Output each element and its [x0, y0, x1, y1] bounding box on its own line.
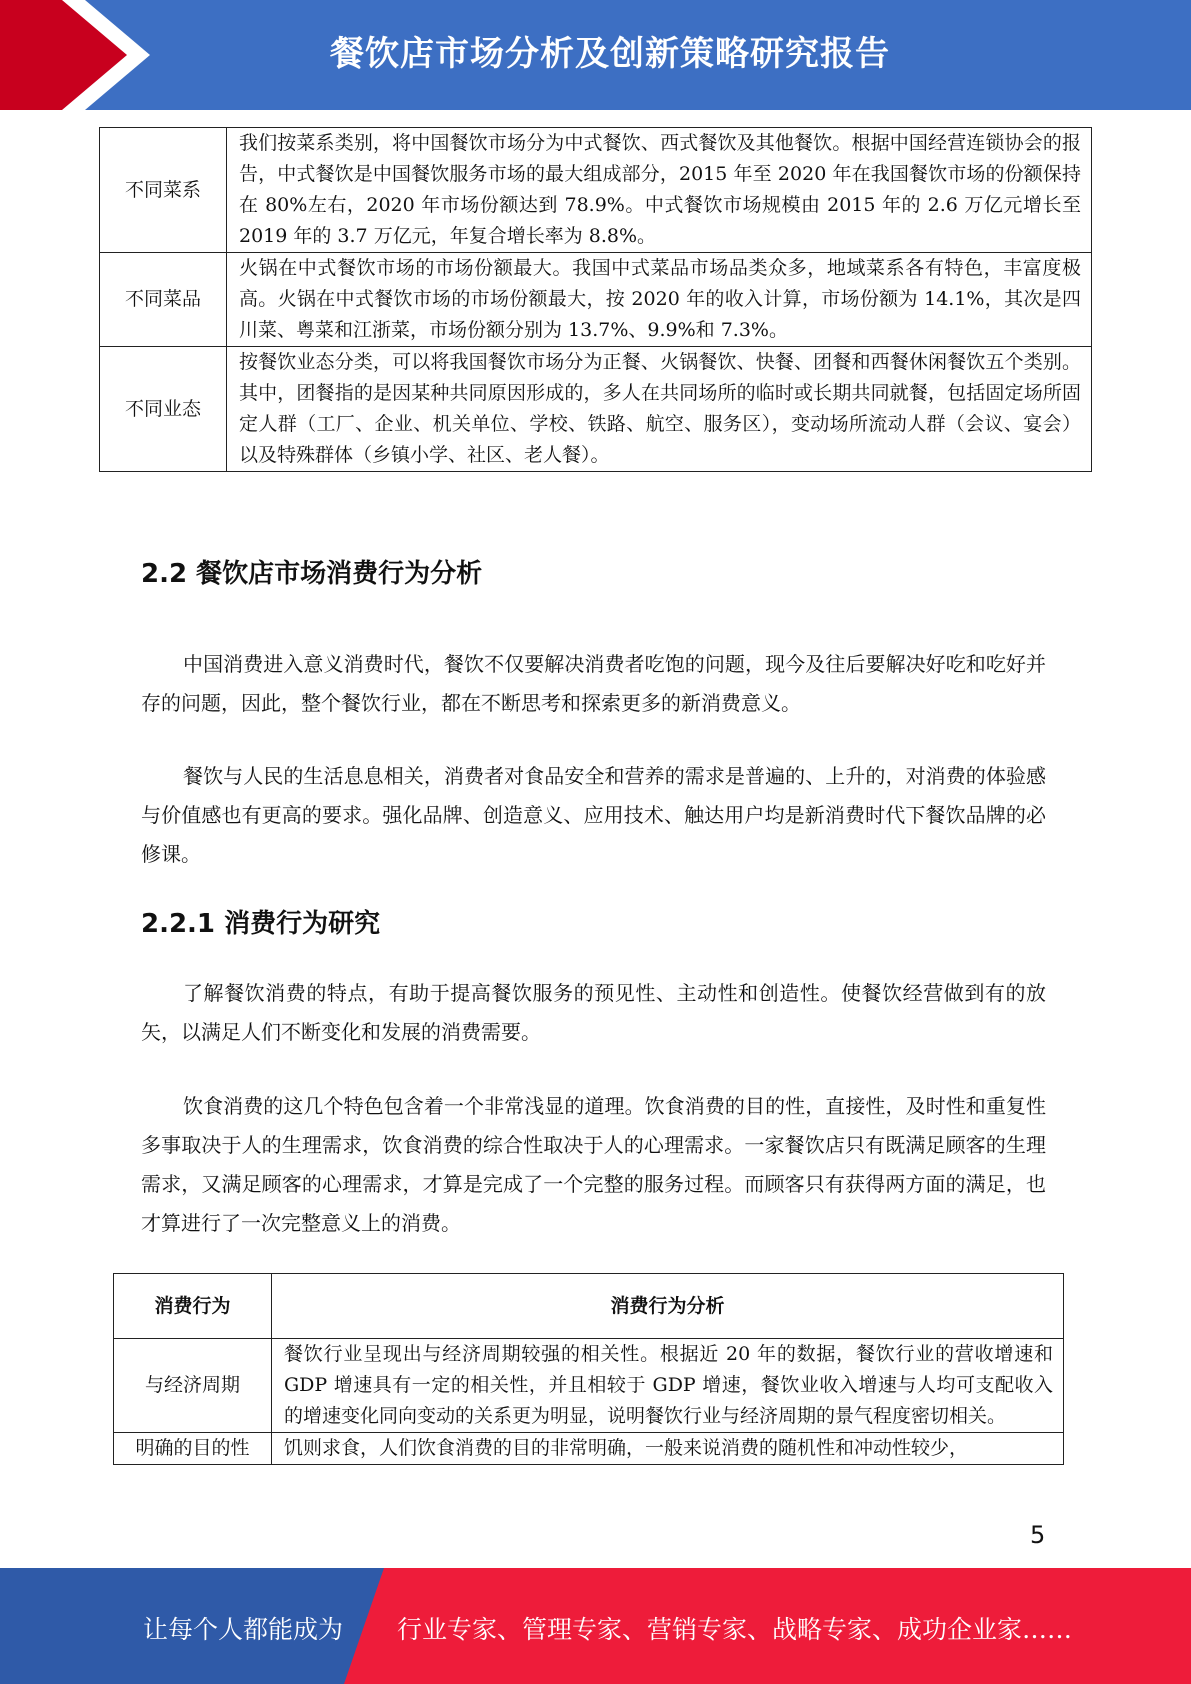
table-row — [100, 128, 1092, 253]
table-row — [114, 1433, 1064, 1465]
consumer-behavior-table — [113, 1273, 1064, 1465]
row-value: 饥则求食，人们饮食消费的目的非常明确，一般来说消费的随机性和冲动性较少， — [272, 1433, 1064, 1465]
row-key: 明确的目的性 — [114, 1433, 272, 1465]
page-footer — [0, 1568, 1191, 1684]
page-header — [0, 0, 1191, 110]
table-header-row — [114, 1274, 1064, 1339]
row-value: 按餐饮业态分类，可以将我国餐饮市场分为正餐、火锅餐饮、快餐、团餐和西餐休闲餐饮五个类别。其中，团餐指的是因某种共同原因形成的，多人在共同场所的临时或长期共同就餐，包括固定场所固定人群（工厂、企业、机关单位、学校、铁路、航空、服务区），变动场所流动人群（会议、宴会）以及特殊群体（乡镇小学、社区、老人餐）。 — [227, 347, 1092, 472]
paragraph: 了解餐饮消费的特点，有助于提高餐饮服务的预见性、主动性和创造性。使餐饮经营做到有的放矢，以满足人们不断变化和发展的消费需要。 — [141, 981, 1046, 1044]
row-value: 餐饮行业呈现出与经济周期较强的相关性。根据近 20 年的数据，餐饮行业的营收增速和 GDP 增速具有一定的相关性，并且相较于 GDP 增速，餐饮业收入增速与人均可支配收入的增速变化同向变动的关系更为明显，说明餐饮行业与经济周期的景气程度密切相关。 — [272, 1339, 1064, 1433]
table-row — [114, 1339, 1064, 1433]
document-title: 餐饮店市场分析及创新策略研究报告 — [330, 34, 890, 74]
table-row — [100, 347, 1092, 472]
paragraph: 中国消费进入意义消费时代，餐饮不仅要解决消费者吃饱的问题，现今及往后要解决好吃和吃好并存的问题，因此，整个餐饮行业，都在不断思考和探索更多的新消费意义。 — [141, 652, 1046, 715]
row-value: 我们按菜系类别，将中国餐饮市场分为中式餐饮、西式餐饮及其他餐饮。根据中国经营连锁协会的报告，中式餐饮是中国餐饮服务市场的最大组成部分，2015 年至 2020 年在我国餐饮市场的份额保持在 80%左右，2020 年市场份额达到 78.9%。中式餐饮市场规模由 2015 年的 2.6 万亿元增长至 2019 年的 3.7 万亿元，年复合增长率为 8.8%。 — [227, 128, 1092, 253]
subsection-heading: 2.2.1 消费行为研究 — [141, 909, 381, 939]
row-key: 不同菜品 — [100, 253, 227, 347]
row-key: 与经济周期 — [114, 1339, 272, 1433]
footer-slogan-left: 让每个人都能成为 — [143, 1615, 344, 1644]
row-value: 火锅在中式餐饮市场的市场份额最大。我国中式菜品市场品类众多，地域菜系各有特色，丰富度极高。火锅在中式餐饮市场的市场份额最大，按 2020 年的收入计算，市场份额为 14.1%，其次是四川菜、粤菜和江浙菜，市场份额分别为 13.7%、9.9%和 7.3%。 — [227, 253, 1092, 347]
column-header: 消费行为 — [114, 1274, 272, 1339]
column-header: 消费行为分析 — [272, 1274, 1064, 1339]
cuisine-market-table — [99, 127, 1092, 472]
row-key: 不同业态 — [100, 347, 227, 472]
paragraph: 餐饮与人民的生活息息相关，消费者对食品安全和营养的需求是普遍的、上升的，对消费的体验感与价值感也有更高的要求。强化品牌、创造意义、应用技术、触达用户均是新消费时代下餐饮品牌的必修课。 — [141, 764, 1046, 866]
paragraph: 饮食消费的这几个特色包含着一个非常浅显的道理。饮食消费的目的性，直接性，及时性和重复性多事取决于人的生理需求，饮食消费的综合性取决于人的心理需求。一家餐饮店只有既满足顾客的生理需求，又满足顾客的心理需求，才算是完成了一个完整的服务过程。而顾客只有获得两方面的满足，也才算进行了一次完整意义上的消费。 — [141, 1094, 1046, 1235]
row-key: 不同菜系 — [100, 128, 227, 253]
table-row — [100, 253, 1092, 347]
page-number: 5 — [1030, 1521, 1046, 1549]
section-heading: 2.2 餐饮店市场消费行为分析 — [141, 559, 483, 589]
footer-slogan-right: 行业专家、管理专家、营销专家、战略专家、成功企业家…… — [397, 1615, 1073, 1644]
